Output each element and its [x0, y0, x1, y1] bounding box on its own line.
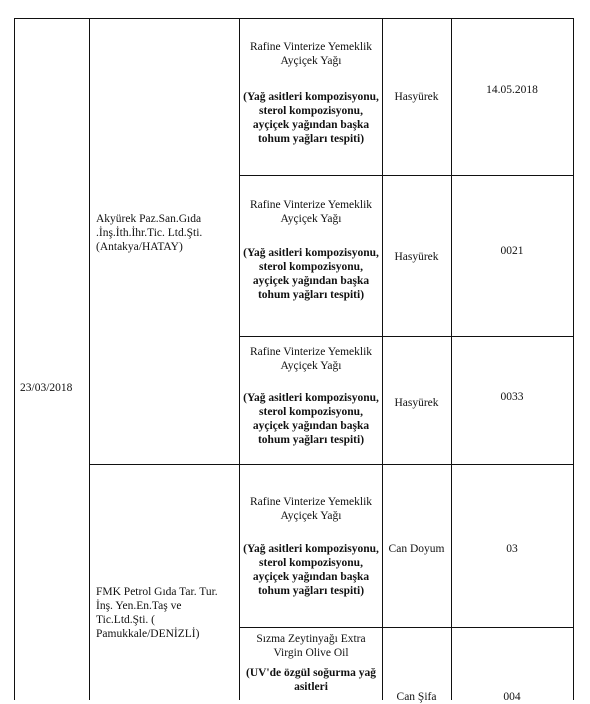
company-name: Akyürek Paz.San.Gıda .İnş.İth.İhr.Tic. Ltd.Şti. (Antakya/HATAY)	[96, 213, 203, 253]
grid-line	[89, 18, 90, 700]
grid-line	[239, 627, 574, 628]
product-name: Rafine Vinterize Yemeklik Ayçiçek Yağı	[249, 346, 373, 372]
batch-number: 0021	[500, 245, 524, 257]
analysis-text: (Yağ asitleri kompozisyonu, sterol kompozisyonu, ayçiçek yağından başka tohum yağları tespiti)	[243, 392, 379, 446]
product-name: Rafine Vinterize Yemeklik Ayçiçek Yağı	[249, 496, 373, 522]
batch-number: 004	[503, 691, 521, 703]
grid-line	[14, 18, 574, 19]
batch-number: 0033	[500, 391, 524, 403]
brand-name: Hasyürek	[394, 397, 439, 409]
grid-line	[451, 18, 452, 700]
product-name: Rafine Vinterize Yemeklik Ayçiçek Yağı	[249, 199, 373, 225]
grid-line	[89, 464, 574, 465]
analysis-text: (Yağ asitleri kompozisyonu, sterol kompozisyonu, ayçiçek yağından başka tohum yağları tespiti)	[243, 91, 379, 145]
grid-line	[239, 18, 240, 700]
product-name: Sızma Zeytinyağı Extra Virgin Olive Oil	[256, 633, 366, 659]
batch-number: 03	[506, 543, 518, 555]
company-name: FMK Petrol Gıda Tar. Tur. İnş. Yen.En.Taş ve Tic.Ltd.Şti. ( Pamukkale/DENİZLİ)	[96, 586, 218, 640]
brand-name: Hasyürek	[394, 251, 439, 263]
grid-line	[239, 336, 574, 337]
analysis-text: (UV'de özgül soğurma yağ asitleri	[245, 667, 376, 693]
grid-line	[239, 175, 574, 176]
brand-name: Can Şifa	[396, 691, 437, 703]
analysis-text: (Yağ asitleri kompozisyonu, sterol kompozisyonu, ayçiçek yağından başka tohum yağları tespiti)	[243, 247, 379, 301]
date-cell: 23/03/2018	[20, 382, 73, 394]
analysis-text: (Yağ asitleri kompozisyonu, sterol kompozisyonu, ayçiçek yağından başka tohum yağları tespiti)	[243, 543, 379, 597]
grid-line	[382, 18, 383, 700]
product-name: Rafine Vinterize Yemeklik Ayçiçek Yağı	[249, 41, 373, 67]
brand-name: Hasyürek	[394, 91, 439, 103]
grid-line	[14, 18, 15, 700]
grid-line	[573, 18, 574, 700]
batch-number: 14.05.2018	[486, 84, 538, 96]
brand-name: Can Doyum	[388, 543, 445, 555]
